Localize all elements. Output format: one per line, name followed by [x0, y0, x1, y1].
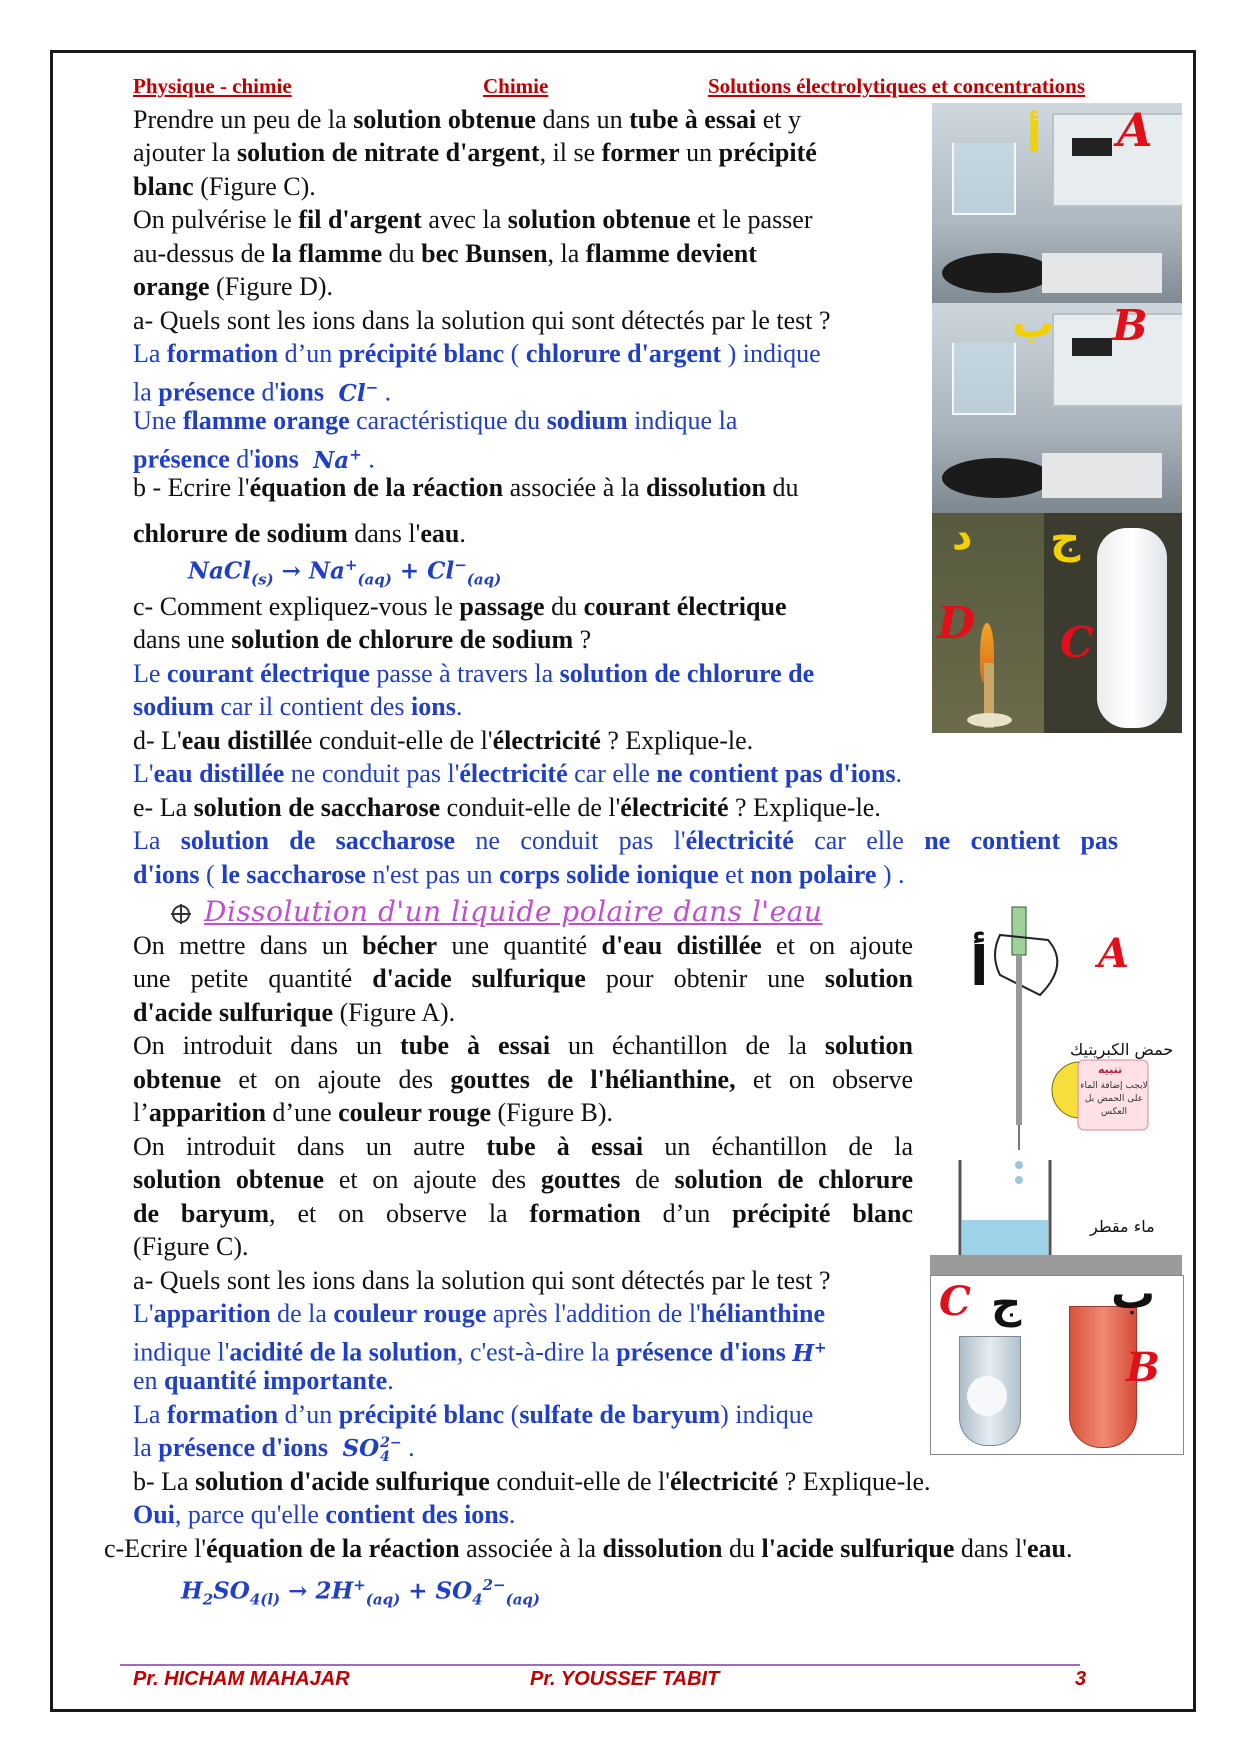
answer-line: sodium car il contient des ions. — [133, 692, 463, 721]
para-line: blanc (Figure C). — [133, 172, 316, 201]
para-line: de baryum, et on observe la formation d’un précipité blanc — [133, 1199, 914, 1228]
para-line: ajouter la solution de nitrate d'argent, il se former un précipité — [133, 138, 817, 167]
footer-divider — [120, 1664, 1080, 1666]
question-d1: d- L'eau distillée conduit-elle de l'électricité ? Explique-le. — [133, 726, 754, 755]
answer-line: La solution de saccharose ne conduit pas l'électricité car elle ne contient pas — [133, 826, 1119, 855]
figure-C2-arabic-label: ج — [991, 1278, 1022, 1327]
warning-title: تنبيه — [1098, 1063, 1123, 1076]
figure-B-arabic-label: ب — [1012, 303, 1055, 347]
figure-C-arabic-label: ج — [1050, 513, 1081, 562]
equation-nacl: NaCl$_{(s)}$ → $Na^+_{(aq)} + Cl^-_{(aq)}$ — [188, 556, 502, 589]
figure-C2-label: C — [939, 1278, 971, 1325]
answer-line: Le courant électrique passe à travers la solution de chlorure de — [133, 659, 815, 688]
question-b2: b- La solution d'acide sulfurique conduit-elle de l'électricité ? Explique-le. — [133, 1467, 931, 1496]
question-b1: b - Ecrire l'équation de la réaction associée à la dissolution du — [133, 473, 799, 502]
header-discipline: Chimie — [483, 74, 549, 98]
figure-A2-arabic-label: أ — [970, 935, 989, 998]
answer-line: L'eau distillée ne conduit pas l'électricité car elle ne contient pas d'ions. — [133, 759, 902, 788]
answer-line: Oui, parce qu'elle contient des ions. — [133, 1500, 516, 1529]
figure-A-arabic-label: أ — [1027, 113, 1042, 162]
figure-B-label: B — [1112, 303, 1148, 350]
answer-line: L'apparition de la couleur rouge après l'addition de l'hélianthine — [133, 1299, 825, 1328]
footer-author-2: Pr. YOUSSEF TABIT — [530, 1668, 720, 1690]
footer-author-1: Pr. HICHAM MAHAJAR — [133, 1668, 350, 1690]
para-line: On introduit dans un tube à essai un échantillon de la solution — [133, 1031, 913, 1060]
answer-line: Une flamme orange caractéristique du sodium indique la — [133, 406, 738, 435]
para-line: dans une solution de chlorure de sodium ? — [133, 625, 592, 654]
question-e1: e- La solution de saccharose conduit-elle de l'électricité ? Explique-le. — [133, 793, 881, 822]
figure-BC-tubes — [930, 1275, 1184, 1455]
crosshair-bullet-icon — [170, 903, 192, 925]
para-line: obtenue et on ajoute des gouttes de l'hélianthine, et on observe — [133, 1065, 913, 1094]
figure-C-label: C — [1060, 618, 1094, 667]
question-c1: c- Comment expliquez-vous le passage du courant électrique — [133, 592, 787, 621]
para-line: l’apparition d’une couleur rouge (Figure B). — [133, 1098, 614, 1127]
figure-A2-label: A — [1098, 930, 1130, 977]
section-title-text: Dissolution d'un liquide polaire dans l'eau — [204, 895, 823, 928]
answer-line: La formation d’un précipité blanc ( chlorure d'argent ) indique — [133, 339, 821, 368]
answer-line: la présence d'ions SO 2− 4 . — [133, 1433, 415, 1465]
header-chapter: Solutions électrolytiques et concentrations — [708, 74, 1085, 98]
equation-h2so4: $H_2SO_{4(l)} \to 2H^+_{(aq)} + SO_4^{2-}_{(aq)}$ — [181, 1576, 540, 1609]
question-c2: c-Ecrire l'équation de la réaction associée à la dissolution du l'acide sulfurique dans l'eau. — [104, 1534, 1073, 1563]
question-a2: a- Quels sont les ions dans la solution qui sont détectés par le test ? — [133, 1266, 831, 1295]
figure-D-arabic-label: د — [952, 513, 973, 559]
answer-line: en quantité importante. — [133, 1366, 394, 1395]
figure-A-photo — [932, 103, 1182, 303]
warning-line-1: لايجب إضافة الماء — [1080, 1081, 1148, 1091]
water-label: ماء مقطر — [1090, 1217, 1155, 1236]
para-line: solution obtenue et on ajoute des gouttes de solution de chlorure — [133, 1165, 913, 1194]
answer-line: indique l'acidité de la solution, c'est-à-dire la présence d'ions H+ — [133, 1337, 827, 1367]
para-line: d'acide sulfurique (Figure A). — [133, 998, 456, 1027]
warning-line-2: على الحمض بل — [1084, 1094, 1144, 1104]
figure-acid-dilution — [930, 895, 1182, 1275]
figure-B2-label: B — [1126, 1344, 1160, 1391]
answer-line: la présence d'ions Cl− . — [133, 377, 392, 407]
answer-line: d'ions ( le saccharose n'est pas un corps solide ionique et non polaire ) . — [133, 860, 905, 889]
answer-line: présence d'ions Na+ . — [133, 444, 375, 474]
para-line: On introduit dans un autre tube à essai un échantillon de la — [133, 1132, 913, 1161]
para-line: au-dessus de la flamme du bec Bunsen, la flamme devient — [133, 239, 757, 268]
section-title — [170, 895, 822, 928]
answer-line: La formation d’un précipité blanc (sulfate de baryum) indique — [133, 1400, 814, 1429]
para-line: On mettre dans un bécher une quantité d'eau distillée et on ajoute — [133, 931, 913, 960]
page-number: 3 — [1075, 1668, 1087, 1690]
warning-line-3: العكس — [1100, 1107, 1128, 1117]
para-line: Prendre un peu de la solution obtenue dans un tube à essai et y — [133, 105, 802, 134]
question-a1: a- Quels sont les ions dans la solution qui sont détectés par le test ? — [133, 306, 831, 335]
para-line: orange (Figure D). — [133, 272, 334, 301]
acid-label: حمض الكبريتيك — [1070, 1040, 1174, 1059]
header-subject: Physique - chimie — [133, 74, 292, 98]
figure-CD-photo — [932, 513, 1182, 733]
para-line: une petite quantité d'acide sulfurique pour obtenir une solution — [133, 964, 914, 993]
figure-D-label: D — [937, 598, 976, 649]
para-line: chlorure de sodium dans l'eau. — [133, 519, 466, 548]
para-line: (Figure C). — [133, 1232, 249, 1261]
figure-A-label: A — [1117, 103, 1153, 157]
para-line: On pulvérise le fil d'argent avec la solution obtenue et le passer — [133, 205, 813, 234]
figure-B2-arabic-label: ب — [1111, 1275, 1156, 1319]
figure-B-photo — [932, 303, 1182, 513]
